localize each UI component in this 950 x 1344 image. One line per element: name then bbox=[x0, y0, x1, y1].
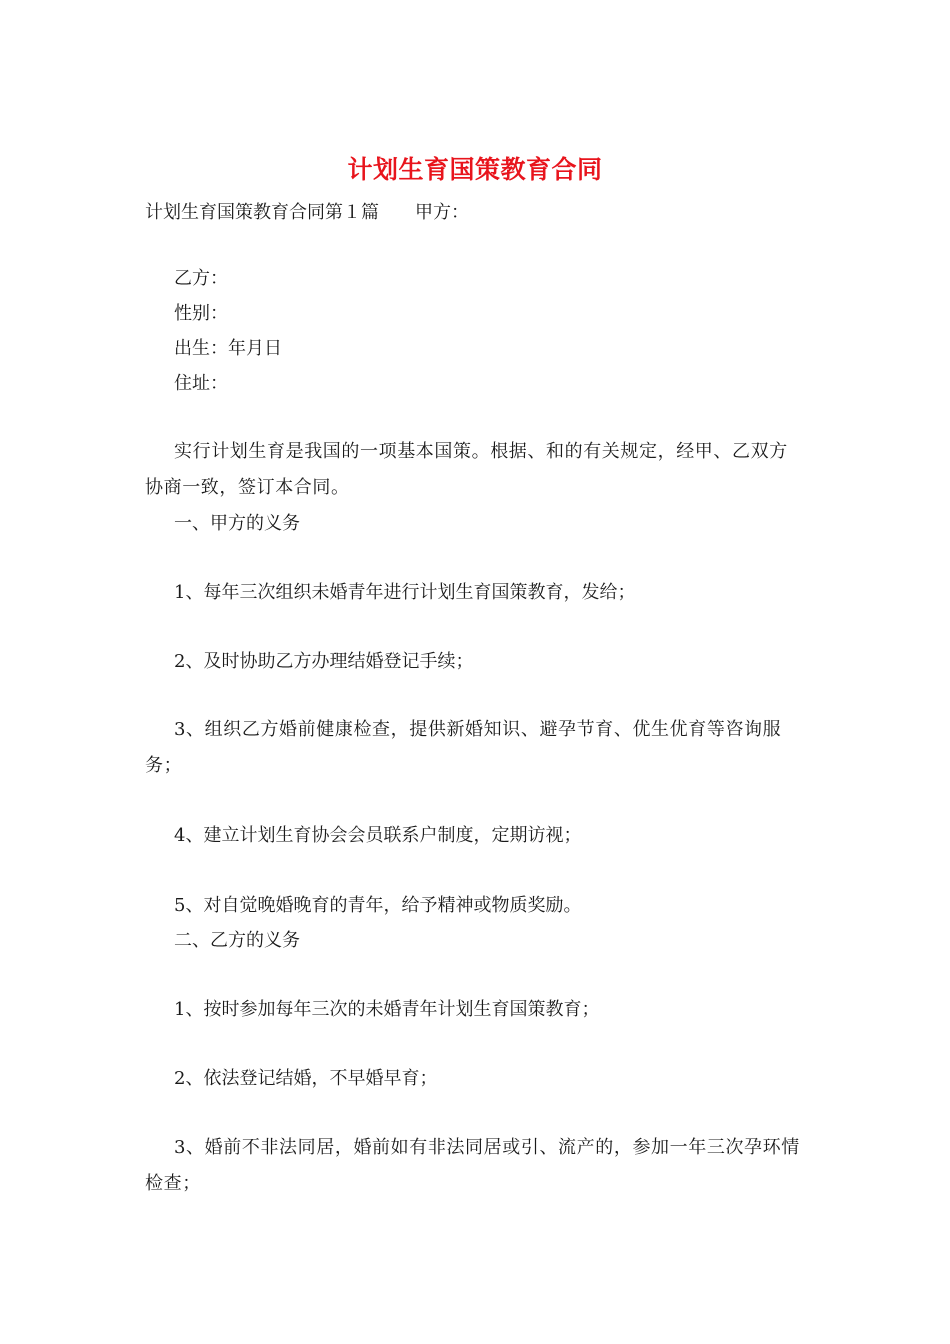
section-b-item: 3、婚前不非法同居，婚前如有非法同居或引、流产的，参加一年三次孕环情检查； bbox=[145, 1137, 800, 1194]
section-a-item: 1、每年三次组织未婚青年进行计划生育国策教育，发给； bbox=[174, 582, 636, 603]
preamble-paragraph: 实行计划生育是我国的一项基本国策。根据、和的有关规定，经甲、乙双方协商一致，签订本合同。 bbox=[145, 441, 788, 498]
section-a-item: 4、建立计划生育协会会员联系户制度，定期访视； bbox=[174, 825, 582, 846]
section-a-item: 5、对自觉晚婚晚育的青年，给予精神或物质奖励。 bbox=[174, 895, 582, 916]
party-a-label: 甲方： bbox=[415, 202, 469, 223]
gender-label: 性别： bbox=[174, 303, 228, 324]
document-title: 计划生育国策教育合同 bbox=[347, 155, 603, 184]
section-b-item: 1、按时参加每年三次的未婚青年计划生育国策教育； bbox=[174, 999, 600, 1020]
section-a-item: 2、及时协助乙方办理结婚登记手续； bbox=[174, 651, 474, 672]
intro-line bbox=[145, 200, 469, 226]
birth-label: 出生：年月日 bbox=[174, 338, 282, 359]
party-b-label: 乙方： bbox=[174, 268, 228, 289]
section-b-heading: 二、乙方的义务 bbox=[174, 930, 300, 951]
address-label: 住址： bbox=[174, 373, 228, 394]
section-b-item: 2、依法登记结婚，不早婚早育； bbox=[174, 1068, 438, 1089]
section-a-item: 3、组织乙方婚前健康检查，提供新婚知识、避孕节育、优生优育等咨询服务； bbox=[145, 719, 782, 776]
intro-part: 计划生育国策教育合同第１篇 bbox=[145, 202, 379, 223]
section-a-heading: 一、甲方的义务 bbox=[174, 513, 300, 534]
